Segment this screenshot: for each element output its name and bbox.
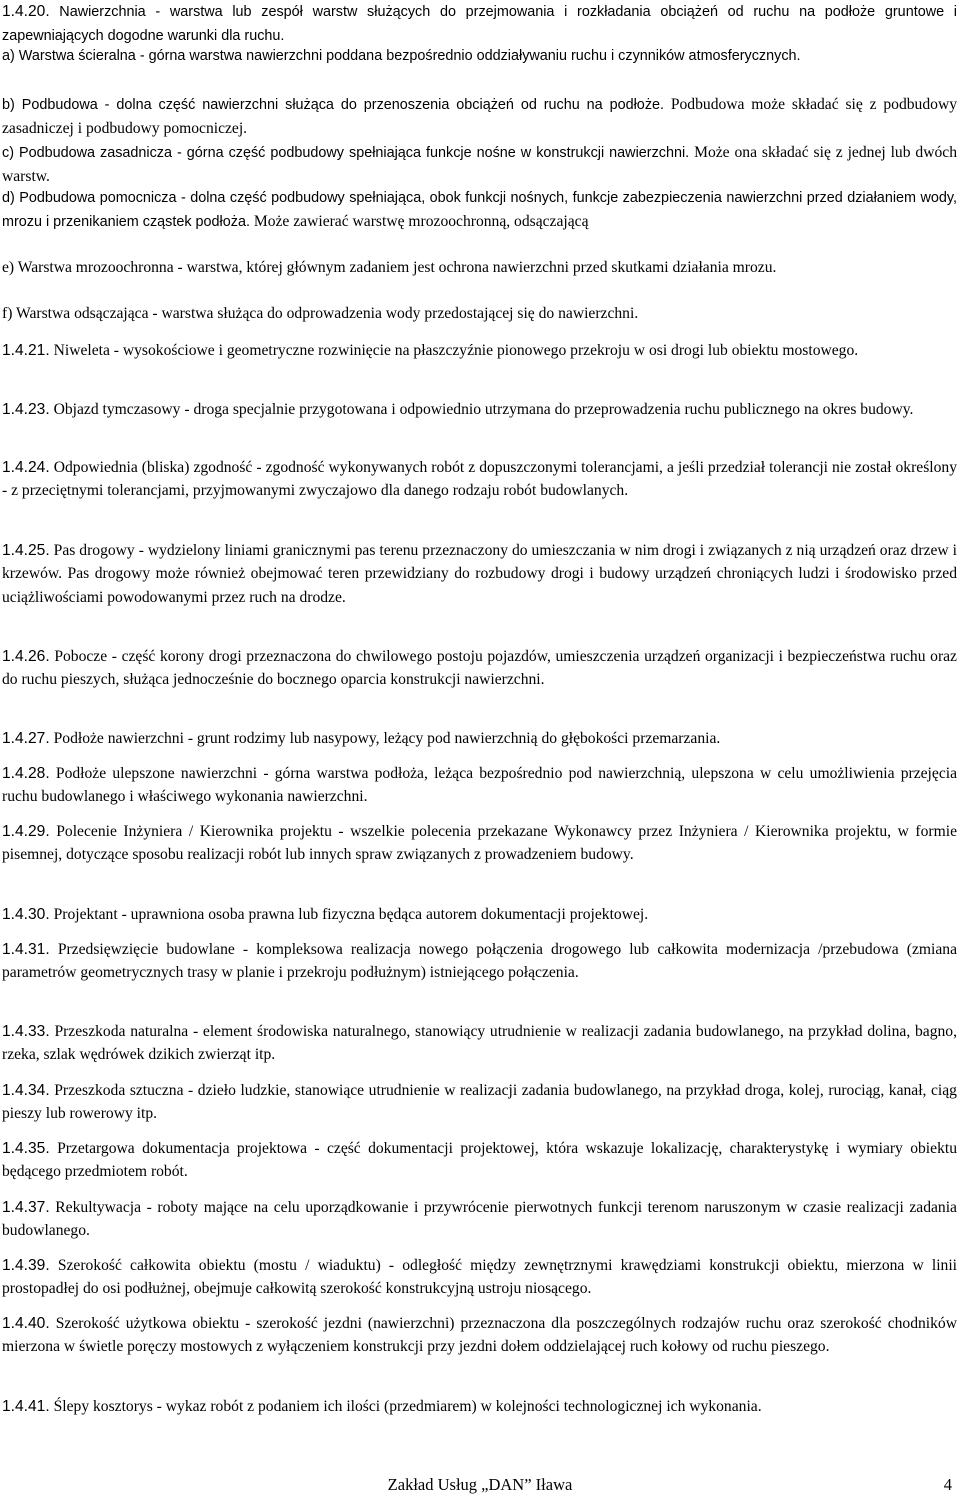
paragraph-text: Podłoże ulepszone nawierzchni - górna warstwa podłoża, leżąca bezpośrednio pod nawierzchnią, ulepszona w celu umożliwienia przejęcia ruchu budowlanego i właściwego wykonania nawierzchni. xyxy=(2,765,957,806)
paragraph-1-4-39 xyxy=(2,1254,957,1301)
paragraph-1-4-37 xyxy=(2,1196,957,1243)
paragraph-1-4-31 xyxy=(2,938,957,985)
paragraph-text: Podłoże nawierzchni - grunt rodzimy lub nasypowy, leżący pod nawierzchnią do głębokości przemarzania. xyxy=(53,730,721,747)
paragraph-text: Przedsięwzięcie budowlane - kompleksowa realizacja nowego połączenia drogowego lub całkowita modernizacja /przebudowa (zmiana parametrów geometrycznych trasy w planie i przekroju podłużnym) istniejącego połączenia. xyxy=(2,941,957,982)
paragraph-text-continued: Może ona składać się z jednej lub dwóch warstw. xyxy=(2,144,958,186)
section-number: 1.4.24. xyxy=(2,459,50,476)
section-number: 1.4.26. xyxy=(2,648,50,665)
paragraph-text: Przetargowa dokumentacja projektowa - część dokumentacji projektowej, która wskazuje lokalizację, charakterystykę i wymiary obiektu będącego przedmiotem robót. xyxy=(2,1140,957,1181)
paragraph-text: Niweleta - wysokościowe i geometryczne rozwinięcie na płaszczyźnie pionowego przekroju w osi drogi lub obiektu mostowego. xyxy=(53,342,859,359)
section-number: 1.4.23. xyxy=(2,401,50,418)
list-item-b xyxy=(2,93,957,141)
paragraph-text: Projektant - uprawniona osoba prawna lub fizyczna będąca autorem dokumentacji projektowej. xyxy=(53,906,649,923)
paragraph-text: d) Podbudowa pomocnicza - dolna część podbudowy spełniająca, obok funkcji nośnych, funkcje zabezpieczenia nawierzchni przed działaniem wody, mrozu i przenikaniem cząstek podłoża. xyxy=(2,190,957,231)
paragraph-1-4-24 xyxy=(2,456,957,503)
paragraph-1-4-27 xyxy=(2,727,957,750)
paragraph-1-4-33 xyxy=(2,1020,957,1067)
section-number: 1.4.37. xyxy=(2,1199,50,1216)
paragraph-1-4-23 xyxy=(2,398,957,421)
section-number: 1.4.30. xyxy=(2,906,50,923)
section-number: 1.4.41. xyxy=(2,1398,50,1415)
paragraph-text: Pobocze - część korony drogi przeznaczona do chwilowego postoju pojazdów, umieszczenia urządzeń organizacji i bezpieczeństwa ruchu oraz do ruchu pieszych, służąca jednocześnie do bocznego oparcia konstrukcji nawierzchni. xyxy=(2,648,957,689)
section-number: 1.4.20. xyxy=(2,3,50,20)
section-number: 1.4.31. xyxy=(2,941,50,958)
paragraph-text: Objazd tymczasowy - droga specjalnie przygotowana i odpowiednio utrzymana do przeprowadzenia ruchu publicznego na okres budowy. xyxy=(53,401,914,418)
list-item-c xyxy=(2,141,957,189)
paragraph-text: Ślepy kosztorys - wykaz robót z podaniem ich ilości (przedmiarem) w kolejności technologicznej ich wykonania. xyxy=(53,1398,762,1415)
section-number: 1.4.21. xyxy=(2,342,50,359)
paragraph-text: e) Warstwa mrozoochronna - warstwa, której głównym zadaniem jest ochrona nawierzchni przed skutkami działania mrozu. xyxy=(2,259,777,276)
paragraph-1-4-20 xyxy=(2,0,957,49)
section-number: 1.4.35. xyxy=(2,1140,50,1157)
paragraph-text: Szerokość całkowita obiektu (mostu / wiaduktu) - odległość między zewnętrznymi krawędziami konstrukcji obiektu, mierzona w linii prostopadłej do osi podłużnej, obejmuje całkowitą szerokość konstrukcyjną ustroju niosącego. xyxy=(2,1257,957,1298)
paragraph-text: c) Podbudowa zasadnicza - górna część podbudowy spełniająca funkcje nośne w konstrukcji nawierzchni. xyxy=(2,145,690,161)
section-number: 1.4.29. xyxy=(2,823,50,840)
section-number: 1.4.39. xyxy=(2,1257,50,1274)
paragraph-text: Przeszkoda sztuczna - dzieło ludzkie, stanowiące utrudnienie w realizacji zadania budowlanego, na przykład droga, kolej, rurociąg, kanał, ciąg pieszy lub rowerowy itp. xyxy=(2,1082,957,1123)
paragraph-text: Rekultywacja - roboty mające na celu uporządkowanie i przywrócenie pierwotnych funkcji terenom naruszonym w czasie realizacji zadania budowlanego. xyxy=(2,1199,957,1240)
paragraph-text: a) Warstwa ścieralna - górna warstwa nawierzchni poddana bezpośrednio oddziaływaniu ruchu i czynników atmosferycznych. xyxy=(2,48,801,64)
paragraph-1-4-30 xyxy=(2,903,957,926)
paragraph-1-4-29 xyxy=(2,820,957,867)
paragraph-text: Pas drogowy - wydzielony liniami granicznymi pas terenu przeznaczony do umieszczania w nim drogi i związanych z nią urządzeń oraz drzew i krzewów. Pas drogowy może również obejmować teren przewidziany do rozbudowy drogi i budowy urządzeń chroniących ludzi i środowisko przed uciążliwościami powodowanymi przez ruch na drodze. xyxy=(2,542,957,606)
paragraph-1-4-26 xyxy=(2,645,957,692)
section-number: 1.4.25. xyxy=(2,542,50,559)
paragraph-text: f) Warstwa odsączająca - warstwa służąca do odprowadzenia wody przedostającej się do nawierzchni. xyxy=(2,305,639,322)
paragraph-1-4-34 xyxy=(2,1079,957,1126)
paragraph-text: Przeszkoda naturalna - element środowiska naturalnego, stanowiący utrudnienie w realizacji zadania budowlanego, na przykład dolina, bagno, rzeka, szlak wędrówek dzikich zwierząt itp. xyxy=(2,1023,957,1064)
section-number: 1.4.27. xyxy=(2,730,50,747)
section-number: 1.4.40. xyxy=(2,1315,50,1332)
paragraph-text: Szerokość użytkowa obiektu - szerokość jezdni (nawierzchni) przeznaczona dla poszczególnych rodzajów ruchu oraz szerokość chodników mierzona w świetle poręczy mostowych z wyłączeniem konstrukcji przy jezdni dołem oddzielającej ruch kołowy od ruchu pieszego. xyxy=(2,1315,957,1356)
paragraph-1-4-28 xyxy=(2,762,957,809)
paragraph-text: Nawierzchnia - warstwa lub zespół warstw służących do przejmowania i rozkładania obciążeń od ruchu na podłoże gruntowe i zapewniających dogodne warunki dla ruchu. xyxy=(2,4,957,45)
paragraph-1-4-41 xyxy=(2,1395,957,1418)
paragraph-1-4-35 xyxy=(2,1137,957,1184)
section-number: 1.4.34. xyxy=(2,1082,50,1099)
list-item-a xyxy=(2,45,957,68)
list-item-d xyxy=(2,186,957,235)
page-number: 4 xyxy=(943,1475,952,1494)
footer-company: Zakład Usług „DAN” Iława xyxy=(387,1475,573,1494)
paragraph-1-4-25 xyxy=(2,539,957,609)
section-number: 1.4.28. xyxy=(2,765,50,782)
paragraph-text: b) Podbudowa - dolna część nawierzchni służąca do przenoszenia obciążeń od ruchu na podłoże. xyxy=(2,97,665,113)
paragraph-text-continued: Może zawierać warstwę mrozoochronną, odsączającą xyxy=(249,213,589,231)
section-number: 1.4.33. xyxy=(2,1023,50,1040)
paragraph-1-4-40 xyxy=(2,1312,957,1359)
paragraph-text: Odpowiednia (bliska) zgodność - zgodność wykonywanych robót z dopuszczonymi tolerancjami, a jeśli przedział tolerancji nie został określony - z przeciętnymi tolerancjami, przyjmowanymi zwyczajowo dla danego rodzaju robót budowlanych. xyxy=(2,459,957,500)
list-item-e xyxy=(2,256,957,279)
list-item-f xyxy=(2,302,957,325)
paragraph-text: Polecenie Inżyniera / Kierownika projektu - wszelkie polecenia przekazane Wykonawcy przez Inżyniera / Kierownika projektu, w formie pisemnej, dotyczące sposobu realizacji robót lub innych spraw związanych z prowadzeniem budowy. xyxy=(2,823,957,864)
paragraph-1-4-21 xyxy=(2,339,957,362)
paragraph-text-continued: Podbudowa może składać się z podbudowy zasadniczej i podbudowy pomocniczej. xyxy=(2,96,958,138)
